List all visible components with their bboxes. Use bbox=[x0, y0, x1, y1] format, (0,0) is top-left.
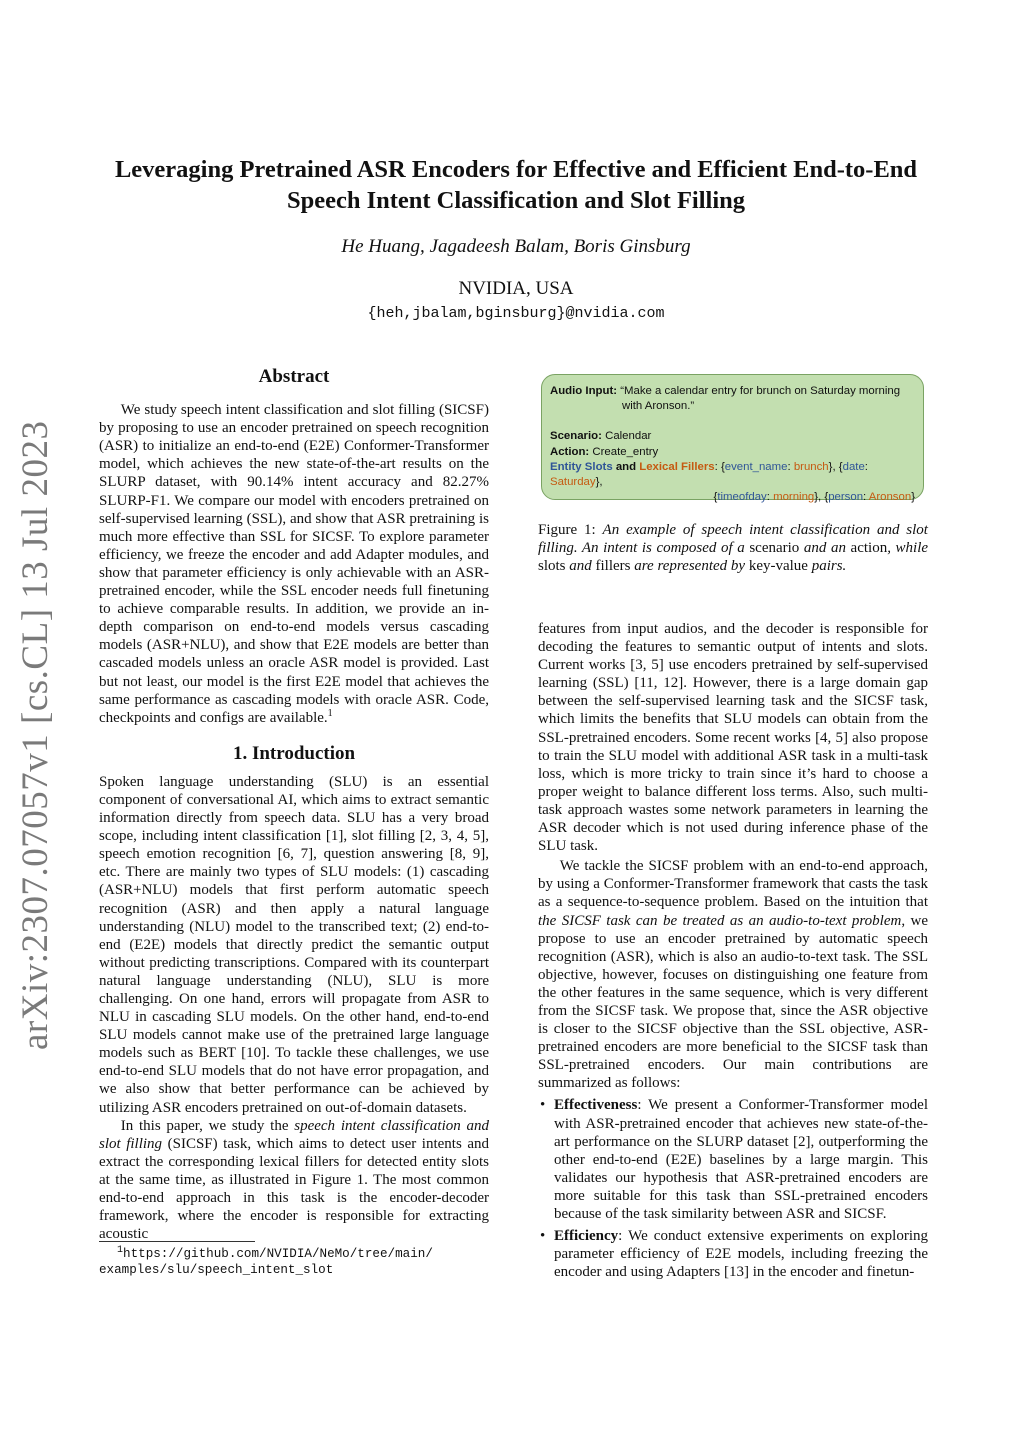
title-line-2: Speech Intent Classification and Slot Filling bbox=[286, 187, 746, 214]
intro-paragraph-2: In this paper, we study the speech intent classification and slot filling (SICSF) task, which aims to detect user intents and extract the corresponding lexical fillers for detected entity slots at the same time, as illustrated in Figure 1. The most common end-to-end approach in this task is the encoder-decoder framework, where the encoder is responsible for extracting acoustic bbox=[99, 1117, 489, 1243]
abstract-text: We study speech intent classification and slot filling (SICSF) by proposing to use an encoder pretrained on speech recognition (ASR) to initialize an end-to-end (E2E) Conformer-Transformer model, which achieves the new state-of-the-art results on the SLURP dataset, with 90.14% intent accuracy and 82.27% SLURP-F1. We compare our model with encoders pretrained on self-supervised learning (SSL), and show that ASR pretraining is much more effective than SSL for SICSF. To explore parameter efficiency, we freeze the encoder and add Adapter modules, and show that parameter efficiency is only achievable with an ASR-pretrained encoder, while the SSL encoder needs full finetuning to achieve comparable results. In addition, we provide an in-depth comparison on end-to-end models versus cascading models (ASR+NLU), and show that E2E models are better than cascaded models unless an oracle ASR model is provided. Last but not least, our model is the first E2E model that achieves the same performance as cascading models with oracle ASR. Code, checkpoints and configs are available.$^1$ bbox=[99, 402, 489, 726]
contributions-list bbox=[538, 1096, 928, 1281]
abstract-heading: Abstract bbox=[258, 366, 330, 387]
footnote-link-cont[interactable]: examples/slu/speech_intent_slot bbox=[99, 1263, 334, 1277]
footnote-link[interactable]: https://github.com/NVIDIA/NeMo/tree/main/ bbox=[123, 1247, 433, 1261]
intro-paragraph-1: Spoken language understanding (SLU) is an essential component of conversational AI, which aims to extract semantic information directly from speech data. SLU has a very broad scope, including intent classification [1], slot filling [2, 3, 4, 5], speech emotion recognition [6, 7], question answering [8, 9], etc. There are mainly two types of SLU models: (1) cascading (ASR+NLU) models that first perform automatic speech recognition (ASR) and then apply a natural language understanding (NLU) model to the transcribed text; (2) end-to-end (E2E) models that directly predict the semantic output without predicting transcriptions. Compared with its counterpart natural language understanding (NLU), SLU is more challenging. On one hand, errors will propagate from ASR to NLU in cascading SLU models. On the other hand, end-to-end SLU models cannot make use of the pretrained large language models such as BERT [10]. To tackle these challenges, we use end-to-end SLU models that do not have error propagation, and we also show that better performance can be achieved by utilizing ASR encoders pretrained on out-of-domain datasets. bbox=[99, 773, 489, 1116]
figure-1-box: Audio Input: “Make a calendar entry for brunch on Saturday morning with Aronson.” Scenario: Calendar Action: Create_entry Entity Slots and Lexical Fillers: {event_name: brunch}, {date: Saturday}, {timeofday: morning}, {person: Aronson} bbox=[541, 374, 924, 500]
right-paragraph-2: We tackle the SICSF problem with an end-to-end approach, by using a Conformer-Transformer framework that casts the task as a sequence-to-sequence problem. Based on the intuition that the SICSF task can be treated as an audio-to-text problem, we propose to use an encoder pretrained by automatic speech recognition (ASR), which is also an audio-to-text task. The SSL objective, however, focuses on distinguishing one feature from the other features in the same sequence, which is very different from the SICSF task. We propose that, since the ASR objective is closer to the SICSF objective than the SSL objective, ASR-pretrained encoders are more beneficial to the SICSF task than SSL-pretrained encoders. Our main contributions are summarized as follows: bbox=[538, 858, 928, 1092]
introduction-heading: 1. Introduction bbox=[232, 742, 356, 764]
authors: He Huang, Jagadeesh Balam, Boris Ginsburg bbox=[341, 236, 691, 257]
paper-title bbox=[96, 154, 936, 216]
list-item: • Effectiveness: We present a Conformer-Transformer model with ASR-pretrained encoder that achieves new state-of-the-art performance on the SLURP dataset [2], outperforming the other end-to-end (E2E) baselines by a large margin. This validates our hypothesis that ASR-pretrained encoders are more suitable for this task than SSL-pretrained encoders because of the task similarity between ASR and SICSF. bbox=[538, 1096, 928, 1223]
email[interactable]: {heh,jbalam,bginsburg}@nvidia.com bbox=[367, 305, 665, 322]
arxiv-stamp: arXiv:2307.07057v1 [cs.CL] 13 Jul 2023 bbox=[15, 420, 56, 1050]
right-paragraph-1: features from input audios, and the decoder is responsible for decoding the features to semantic output of intents and slots. Current works [3, 5] use encoders pretrained by self-supervised learning (SSL) [11, 12]. However, there is a large domain gap between the self-supervised learning task and the SICSF task, which limits the benefits that SLU models can obtain from the SSL-pretrained encoders. Some recent works [4, 5] also propose to train the SLU model with additional ASR task in a multi-task loss, which is more tricky to train since it’s hard to choose a proper weight to balance different loss terms. Also, such multi-task approach wastes some network parameters in learning the ASR decoder which is not used during inference phase of the SLU task. bbox=[538, 621, 928, 855]
figure-1-caption: Figure 1: An example of speech intent classification and slot filling. An intent is composed of a scenario and an action, while slots and fillers are represented by key-value pairs. bbox=[538, 522, 929, 575]
left-column bbox=[99, 368, 489, 1243]
list-item: • Efficiency: We conduct extensive experiments on exploring parameter efficiency of E2E models, including freezing the encoder and using Adapters [13] in the encoder and finetun- bbox=[538, 1227, 928, 1281]
footnote-rule bbox=[99, 1241, 255, 1242]
affiliation: NVIDIA, USA bbox=[458, 278, 574, 299]
right-column bbox=[538, 620, 928, 1281]
footnote-marker[interactable]: 1 bbox=[327, 707, 333, 719]
footnote: $^1$https://github.com/NVIDIA/NeMo/tree/main/ examples/slu/speech_intent_slot bbox=[99, 1246, 489, 1278]
title-line-1: Leveraging Pretrained ASR Encoders for Effective and Efficient End-to-End bbox=[114, 156, 918, 183]
